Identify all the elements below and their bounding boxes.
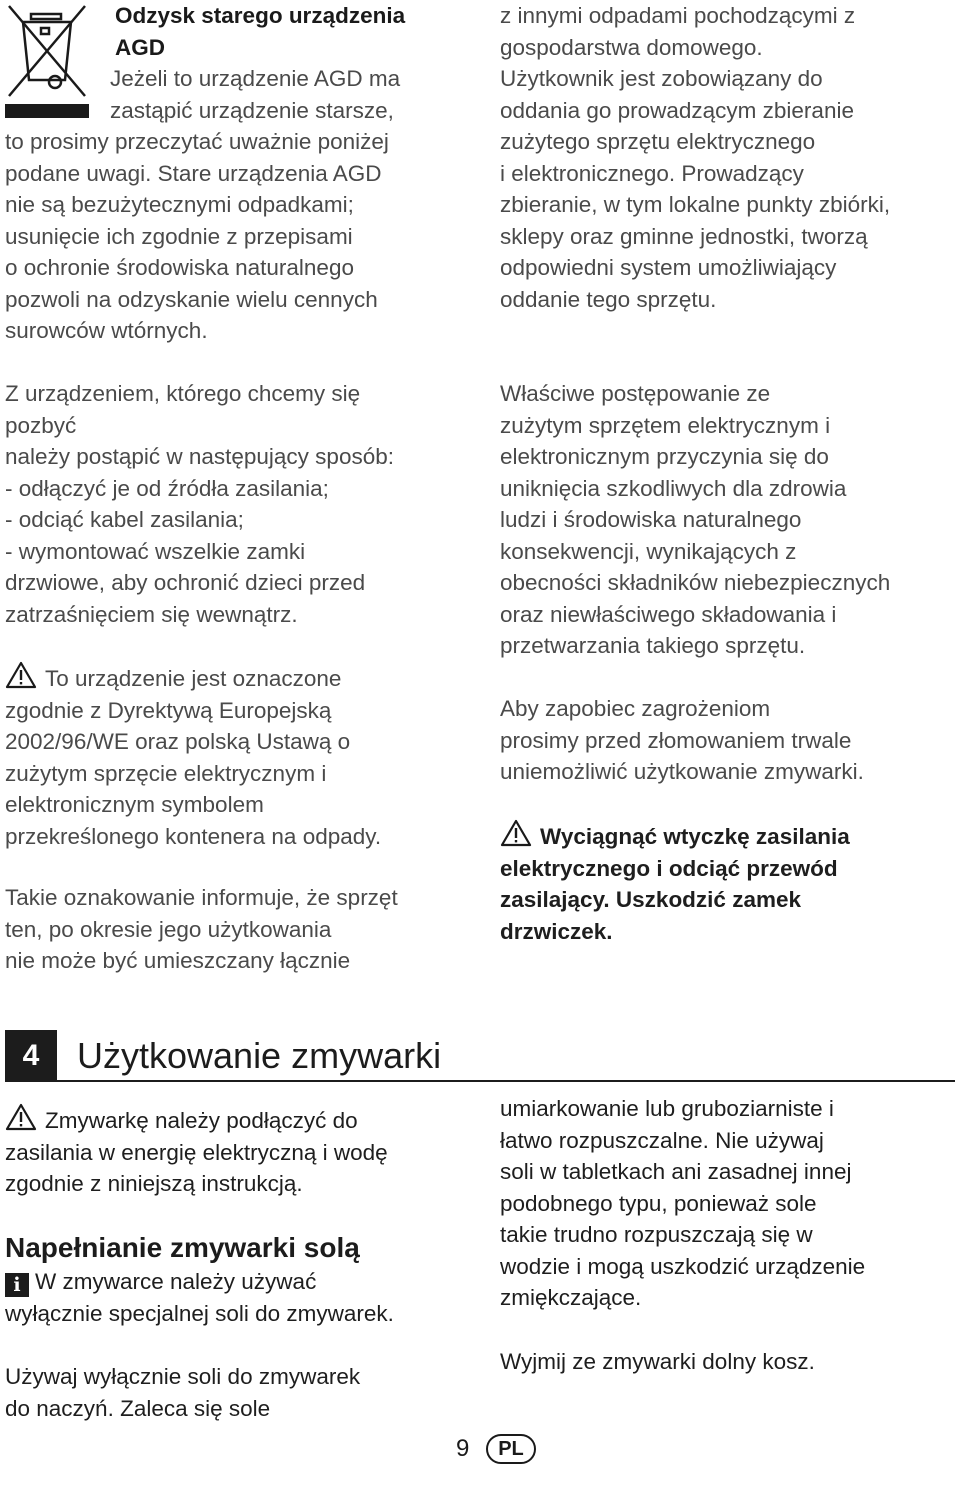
prevention-paragraph <box>500 693 960 788</box>
text-line: umiarkowanie lub gruboziarniste i <box>500 1096 834 1121</box>
text-line: pozbyć <box>5 412 77 438</box>
directive-line: zgodnie z Dyrektywą Europejską <box>5 697 332 723</box>
recycling-line: zastąpić urządzenie starsze, <box>110 97 394 123</box>
text-line: - wymontować wszelkie zamki <box>5 538 306 564</box>
warning-triangle-icon <box>5 661 37 689</box>
directive-line: zużytym sprzęcie elektrycznym i <box>5 760 327 786</box>
info-icon: i <box>5 1273 29 1297</box>
text-line: - odłączyć je od źródła zasilania; <box>5 475 329 501</box>
text-line: przetwarzania takiego sprzętu. <box>500 633 806 658</box>
recycling-line: usunięcie ich zgodnie z przepisami <box>5 223 353 249</box>
text-line: elektronicznym przyczynia się do <box>500 444 829 469</box>
text-line: i elektronicznego. Prowadzący <box>500 160 804 186</box>
directive-line: To urządzenie jest oznaczone <box>45 666 342 691</box>
section-number: 4 <box>5 1030 57 1082</box>
salt-type-paragraph <box>500 1093 960 1314</box>
salt-use-paragraph <box>5 1361 475 1424</box>
recycling-line: surowców wtórnych. <box>5 318 208 343</box>
text-line: nie może być umieszczany łącznie <box>5 948 351 973</box>
disposal-steps <box>5 378 475 630</box>
text-line: Właściwe postępowanie ze <box>500 381 771 406</box>
section-title: Użytkowanie zmywarki <box>77 1035 442 1076</box>
text-line: gospodarstwa domowego. <box>500 34 763 60</box>
salt-info-line: W zmywarce należy używać <box>35 1269 317 1294</box>
section-divider <box>57 1080 955 1082</box>
connect-line: Zmywarkę należy podłączyć do <box>45 1108 358 1133</box>
text-line: Z urządzeniem, którego chcemy się <box>5 381 361 406</box>
environment-paragraph <box>500 378 960 662</box>
text-line: do naczyń. Zaleca się sole <box>5 1395 271 1421</box>
connection-warning <box>5 1103 475 1200</box>
recycling-line: nie są bezużytecznymi odpadkami; <box>5 192 354 217</box>
text-line: Takie oznakowanie informuje, że sprzęt <box>5 885 398 910</box>
recycling-body <box>5 63 475 347</box>
recycling-line: to prosimy przeczytać uważnie poniżej <box>5 129 389 154</box>
text-line: obecności składników niebezpiecznych <box>500 570 891 595</box>
directive-paragraph <box>5 661 475 852</box>
connect-line: zasilania w energię elektryczną i wodę <box>5 1139 388 1165</box>
connect-line: zgodnie z niniejszą instrukcją. <box>5 1171 303 1196</box>
warning-line: Wyciągnąć wtyczkę zasilania <box>540 824 850 849</box>
recycling-line: Jeżeli to urządzenie AGD ma <box>110 66 401 91</box>
text-line: sklepy oraz gminne jednostki, tworzą <box>500 223 868 249</box>
text-line: Aby zapobiec zagrożeniom <box>500 696 771 721</box>
collection-paragraph <box>500 0 960 315</box>
text-line: podobnego typu, ponieważ sole <box>500 1190 817 1216</box>
salt-info-note <box>5 1266 475 1329</box>
directive-line: 2002/96/WE oraz polską Ustawą o <box>5 729 351 754</box>
salt-info-line: wyłącznie specjalnej soli do zmywarek. <box>5 1300 394 1326</box>
unplug-warning <box>500 819 960 947</box>
text-line: soli w tabletkach ani zasadnej innej <box>500 1159 852 1184</box>
page-number: 9 <box>456 1435 470 1462</box>
warning-triangle-icon <box>500 819 532 847</box>
remove-basket-instruction: Wyjmij ze zmywarki dolny kosz. <box>500 1349 815 1374</box>
text-line: Użytkownik jest zobowiązany do <box>500 66 823 91</box>
text-line: oraz niewłaściwego składowania i <box>500 601 837 627</box>
text-line: wodzie i mogą uszkodzić urządzenie <box>500 1253 866 1279</box>
salt-heading: Napełnianie zmywarki solą <box>5 1232 360 1263</box>
text-line: Używaj wyłącznie soli do zmywarek <box>5 1364 361 1389</box>
text-line: drzwiowe, aby ochronić dzieci przed <box>5 570 366 595</box>
warning-triangle-icon <box>5 1103 37 1131</box>
marking-paragraph <box>5 882 475 977</box>
text-line: oddanie tego sprzętu. <box>500 286 717 312</box>
section-header <box>5 1030 955 1082</box>
text-line: ten, po okresie jego użytkowania <box>5 916 332 942</box>
language-badge: PL <box>486 1434 536 1464</box>
text-line: zużytego sprzętu elektrycznego <box>500 129 816 154</box>
warning-line: elektrycznego i odciąć przewód <box>500 855 838 881</box>
text-line: takie trudno rozpuszczają się w <box>500 1222 813 1247</box>
text-line: uniemożliwić użytkowanie zmywarki. <box>500 759 864 784</box>
text-line: z innymi odpadami pochodzącymi z <box>500 3 856 28</box>
text-line: uniknięcia szkodliwych dla zdrowia <box>500 475 847 501</box>
recycling-title: Odzysk starego urządzenia AGD <box>115 3 406 60</box>
text-line: - odciąć kabel zasilania; <box>5 507 244 532</box>
text-line: odpowiedni system umożliwiający <box>500 255 837 280</box>
text-line: konsekwencji, wynikających z <box>500 538 797 564</box>
directive-line: przekreślonego kontenera na odpady. <box>5 823 382 849</box>
text-line: zmiękczające. <box>500 1285 642 1310</box>
text-line: ludzi i środowiska naturalnego <box>500 507 802 532</box>
text-line: łatwo rozpuszczalne. Nie używaj <box>500 1127 824 1153</box>
text-line: zatrzaśnięciem się wewnątrz. <box>5 601 298 627</box>
recycling-line: podane uwagi. Stare urządzenia AGD <box>5 160 382 186</box>
text-line: prosimy przed złomowaniem trwale <box>500 727 852 753</box>
recycling-line: pozwoli na odzyskanie wielu cennych <box>5 286 378 312</box>
text-line: oddania go prowadzącym zbieranie <box>500 97 854 123</box>
recycling-line: o ochronie środowiska naturalnego <box>5 255 354 280</box>
directive-line: elektronicznym symbolem <box>5 792 264 817</box>
text-line: zbieranie, w tym lokalne punkty zbiórki, <box>500 192 891 217</box>
text-line: należy postąpić w następujący sposób: <box>5 444 394 469</box>
warning-line: drzwiczek. <box>500 918 613 944</box>
text-line: zużytym sprzętem elektrycznym i <box>500 412 831 438</box>
warning-line: zasilający. Uszkodzić zamek <box>500 887 801 912</box>
